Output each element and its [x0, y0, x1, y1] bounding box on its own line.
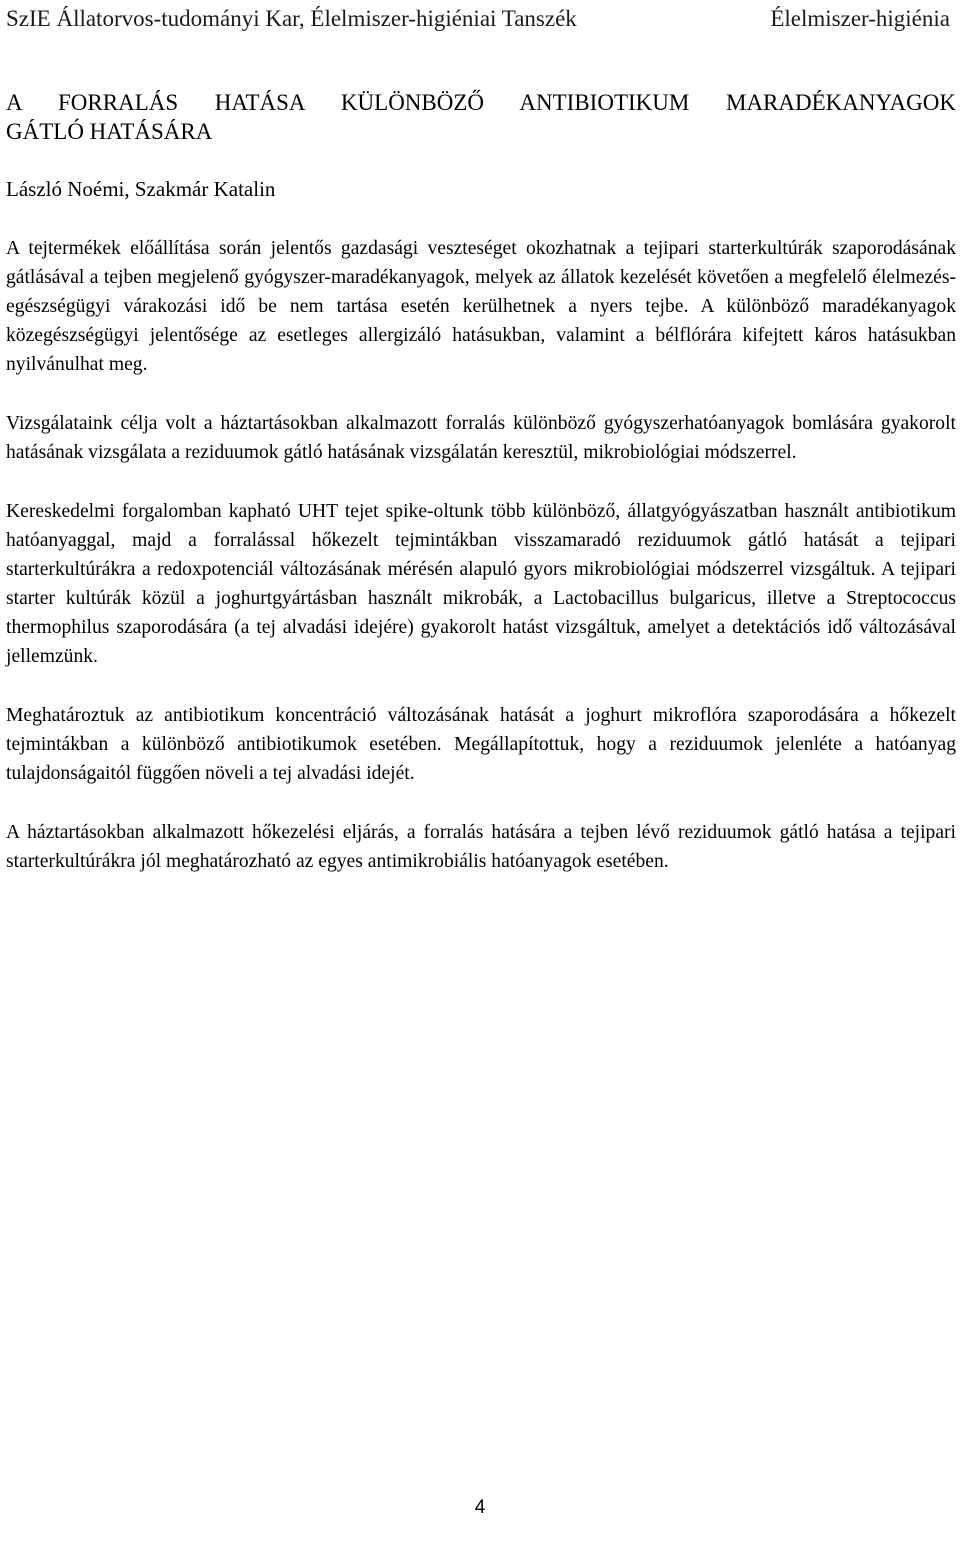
article-title-line-2: GÁTLÓ HATÁSÁRA: [6, 119, 213, 144]
paragraph-aim: Vizsgálataink célja volt a háztartásokban alkalmazott forralás különböző gyógyszerhatóanyagok bomlására gyakorolt hatásának vizsgálata a reziduumok gátló hatásának vizsgálatán keresztül, mikrobiológiai módszerrel.: [6, 413, 956, 463]
page-number: 4: [474, 1497, 486, 1518]
paragraph-intro: A tejtermékek előállítása során jelentős gazdasági veszteséget okozhatnak a tejipari starterkultúrák szaporodásának gátlásával a tejben megjelenő gyógyszer-maradékanyagok, melyek az állatok kezelését követően a megfelelő élelmezés-egészségügyi várakozási idő be nem tartása esetén kerülhetnek a nyers tejbe. A különböző maradékanyagok közegészségügyi jelentősége az esetleges allergizáló hatásukban, valamint a bélflórára kifejtett káros hatásukban nyilvánulhat meg.: [6, 238, 956, 375]
running-header: [6, 4, 950, 34]
header-institution: SzIE Állatorvos-tudományi Kar, Élelmiszer-higiéniai Tanszék: [6, 6, 577, 31]
article-title-line-1: A FORRALÁS HATÁSA KÜLÖNBÖZŐ ANTIBIOTIKUM MARADÉKANYAGOK: [6, 90, 956, 115]
article-authors: László Noémi, Szakmár Katalin: [6, 177, 276, 201]
paragraph-results: Meghatároztuk az antibiotikum koncentráció változásának hatását a joghurt mikroflóra szaporodására a hőkezelt tejmintákban a különböző antibiotikumok esetében. Megállapítottuk, hogy a reziduumok jelenléte a hatóanyag tulajdonságaitól függően növeli a tej alvadási idejét.: [6, 705, 956, 784]
header-section: Élelmiszer-higiénia: [770, 6, 950, 31]
article-title: [6, 88, 956, 146]
paragraph-methods: Kereskedelmi forgalomban kapható UHT tejet spike-oltunk több különböző, állatgyógyászatban használt antibiotikum hatóanyaggal, majd a forralással hőkezelt tejmintákban visszamaradó reziduumok gátló hatását a tejipari starterkultúrákra a redoxpotenciál változásának mérésén alapuló gyors mikrobiológiai módszerrel vizsgáltuk. A tejipari starter kultúrák közül a joghurtgyártásban használt mikrobák, a Lactobacillus bulgaricus, illetve a Streptococcus thermophilus szaporodására (a tej alvadási idejére) gyakorolt hatást vizsgáltuk, amelyet a detektációs idő változásával jellemzünk.: [6, 501, 956, 667]
article-body: [6, 234, 956, 906]
paragraph-conclusion: A háztartásokban alkalmazott hőkezelési eljárás, a forralás hatására a tejben lévő reziduumok gátló hatása a tejipari starterkultúrákra jól meghatározható az egyes antimikrobiális hatóanyagok esetében.: [6, 822, 956, 872]
